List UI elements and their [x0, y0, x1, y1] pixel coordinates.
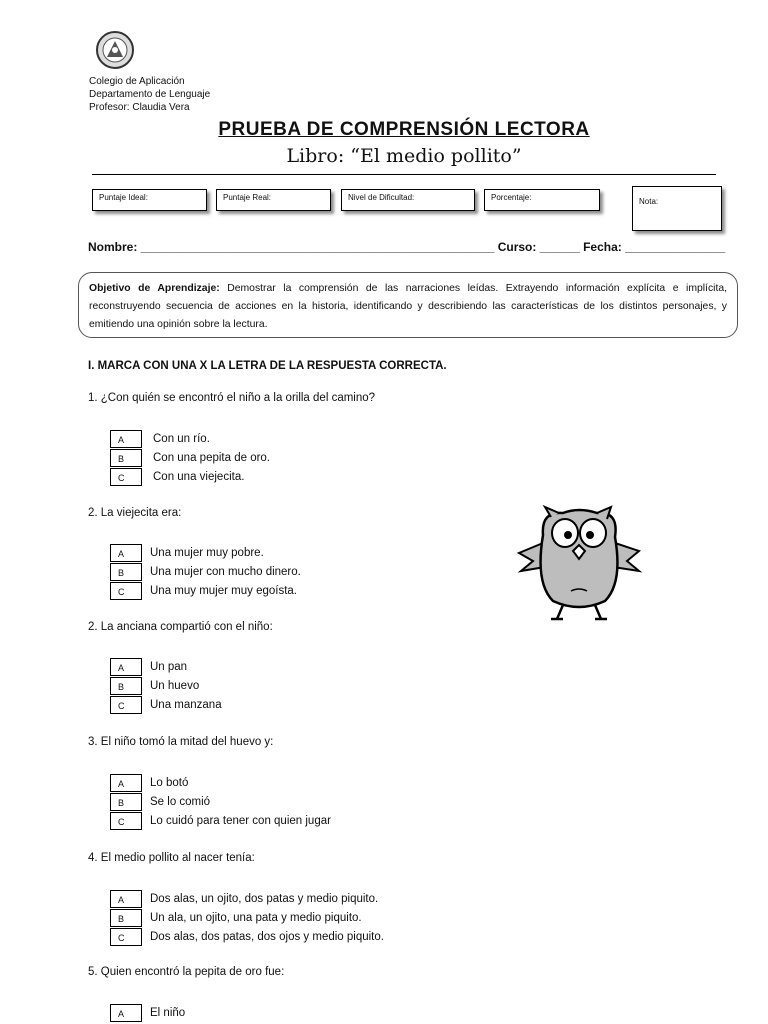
option-letter-box[interactable]: C [110, 812, 142, 830]
option-letter-box[interactable]: A [110, 544, 142, 562]
option-letter-box[interactable]: B [110, 449, 142, 467]
question-prompt: 3. El niño tomó la mitad del huevo y: [88, 736, 274, 748]
cartoon-chick-icon [513, 503, 645, 621]
department-name: Departamento de Lenguaje [89, 89, 211, 100]
section-title: I. MARCA CON UNA X LA LETRA DE LA RESPUESTA CORRECTA. [88, 360, 447, 372]
real-score-field[interactable] [216, 189, 331, 211]
option-text: Lo botó [150, 777, 189, 789]
grade-label: Nota: [639, 197, 659, 206]
option-text: Lo cuidó para tener con quien jugar [150, 815, 331, 827]
difficulty-label: Nivel de Dificultad: [348, 193, 415, 202]
header-divider [92, 174, 716, 175]
option-letter-box[interactable]: A [110, 890, 142, 908]
option-letter-box[interactable]: A [110, 430, 142, 448]
ideal-score-label: Puntaje Ideal: [99, 193, 148, 202]
question-prompt: 5. Quien encontró la pepita de oro fue: [88, 966, 285, 978]
option-text: Dos alas, un ojito, dos patas y medio piquito. [150, 893, 379, 905]
option-letter-box[interactable]: C [110, 468, 142, 486]
option-letter-box[interactable]: B [110, 909, 142, 927]
ideal-score-field[interactable] [92, 189, 207, 211]
objective-text: Demostrar la comprensión de las narraciones leídas. Extrayendo información explícita e implícita, reconstruyendo secuencia de acciones en la historia, identificando y describiendo las características de los distintos personajes, y emitiendo una opinión sobre la lectura. [89, 283, 728, 330]
question-prompt: 2. La anciana compartió con el niño: [88, 621, 273, 633]
option-text: Con una pepita de oro. [153, 452, 271, 464]
school-name: Colegio de Aplicación [89, 76, 185, 87]
option-text: Una mujer muy pobre. [150, 547, 264, 559]
option-letter-box[interactable]: A [110, 658, 142, 676]
real-score-label: Puntaje Real: [223, 193, 272, 202]
option-text: Con un río. [153, 433, 210, 445]
option-text: Con una viejecita. [153, 471, 245, 483]
option-letter-box[interactable]: C [110, 582, 142, 600]
option-text: Una manzana [150, 699, 222, 711]
option-letter-box[interactable]: C [110, 696, 142, 714]
teacher-name: Profesor: Claudia Vera [89, 102, 190, 113]
option-text: Una muy mujer muy egoísta. [150, 585, 298, 597]
page-title: PRUEBA DE COMPRENSIÓN LECTORA [218, 119, 590, 140]
option-text: Una mujer con mucho dinero. [150, 566, 301, 578]
option-text: El niño [150, 1007, 186, 1019]
school-crest-icon [95, 30, 135, 70]
school-info [89, 75, 210, 114]
option-letter-box[interactable]: A [110, 774, 142, 792]
student-info-line[interactable]: Nombre: _____________________________________________________ Curso: ______ Fecha: _______________ [88, 240, 726, 254]
question-prompt: 1. ¿Con quién se encontró el niño a la orilla del camino? [88, 392, 376, 404]
learning-objective-box [78, 272, 738, 338]
objective-label: Objetivo de Aprendizaje: [89, 283, 220, 294]
option-letter-box[interactable]: A [110, 1004, 142, 1022]
option-text: Dos alas, dos patas, dos ojos y medio piquito. [150, 931, 384, 943]
option-letter-box[interactable]: B [110, 563, 142, 581]
option-letter-box[interactable]: B [110, 677, 142, 695]
question-prompt: 2. La viejecita era: [88, 507, 182, 519]
option-text: Un pan [150, 661, 188, 673]
question-prompt: 4. El medio pollito al nacer tenía: [88, 852, 255, 864]
option-text: Un huevo [150, 680, 200, 692]
option-text: Un ala, un ojito, una pata y medio piquito. [150, 912, 362, 924]
option-letter-box[interactable]: C [110, 928, 142, 946]
book-subtitle: Libro: “El medio pollito” [286, 145, 522, 167]
option-text: Se lo comió [150, 796, 211, 808]
difficulty-field[interactable] [341, 189, 475, 211]
percentage-field[interactable] [484, 189, 600, 211]
option-letter-box[interactable]: B [110, 793, 142, 811]
percentage-label: Porcentaje: [491, 193, 532, 202]
grade-field[interactable] [632, 186, 722, 231]
